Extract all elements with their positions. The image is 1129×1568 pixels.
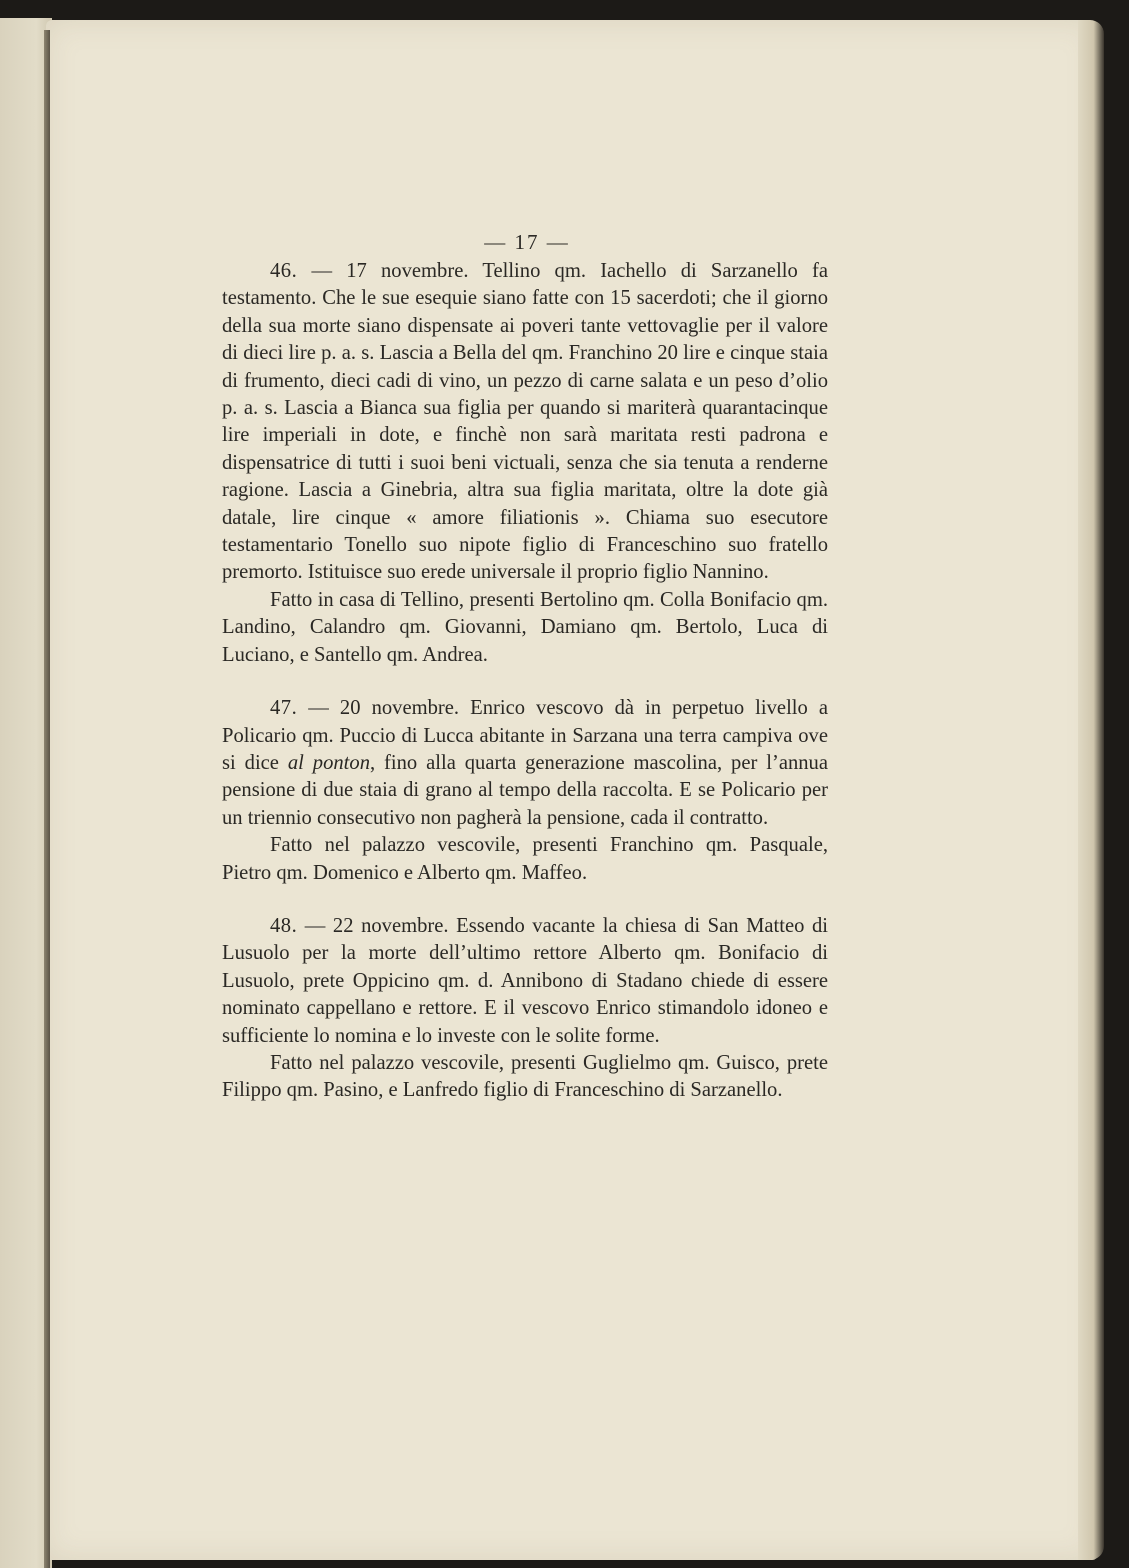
entry-text: Tellino qm. Iachello di Sarzanello fa testamento. Che le sue esequie siano fatte con 15 sacerdoti; che il giorno della sua morte siano dispensate ai poveri tante vettovaglie per il valore di dieci lire p. a. s. Lascia a Bella del qm. Franchino 20 lire e cinque staia di frumento, dieci cadi di vino, un pezzo di carne salata e un peso d’olio p. a. s. Lascia a Bianca sua figlia per quando si mariterà quarantacinque lire imperiali in dote, e finchè non sarà maritata resti padrona e dispensatrice di tutti i suoi beni victuali, senza che sia tenuta a renderne ragione. Lascia a Ginebria, altra sua figlia maritata, oltre la dote già datale, lire cinque « amore filiationis ». Chiama suo esecutore testamentario Tonello suo nipote figlio di Franceschino suo fratello premorto. Istituisce suo erede universale il proprio figlio Nannino. — [222, 260, 828, 584]
entry-witnesses: Fatto nel palazzo vescovile, presenti Franchino qm. Pasquale, Pietro qm. Domenico e Alberto qm. Maffeo. — [222, 834, 828, 884]
entry-text: Enrico vescovo dà in perpetuo livello a Policario qm. Puccio di Lucca abitante in Sarzana una terra campiva ove si dice — [222, 697, 828, 774]
page-body — [222, 258, 828, 1131]
entry-date: — 20 novembre. — [308, 697, 460, 720]
page-number: — 17 — — [484, 230, 570, 254]
entry-witnesses: Fatto nel palazzo vescovile, presenti Guglielmo qm. Guisco, prete Filippo qm. Pasino, e Lanfredo figlio di Franceschino di Sarzanello. — [222, 1051, 828, 1102]
entry-number: 47. — [270, 697, 298, 720]
binding-gutter — [44, 30, 50, 1568]
entry-date: — 22 novembre. — [304, 914, 449, 937]
entry-number: 48. — [270, 914, 298, 937]
entry-witnesses: Fatto in casa di Tellino, presenti Bertolino qm. Colla Bonifacio qm. Landino, Calandro qm. Giovanni, Damiano qm. Bertolo, Luca di Luciano, e Santello qm. Andrea. — [222, 588, 828, 666]
page-fore-edge — [1078, 20, 1104, 1560]
entry-date: — 17 novembre. — [311, 260, 469, 282]
entry-47 — [222, 695, 828, 887]
entry-text: Essendo vacante la chiesa di San Matteo di Lusuolo per la morte dell’ultimo rettore Alberto qm. Bonifacio di Lusuolo, prete Oppicino qm. d. Annibono di Stadano chiede di essere nominato cappellano e rettore. E il vescovo Enrico stimandolo idoneo e sufficiente lo nomina e lo investe con le solite forme. — [222, 914, 828, 1047]
entry-paragraph — [222, 258, 828, 587]
entry-number: 46. — [270, 260, 298, 282]
entry-48 — [222, 913, 828, 1105]
entry-46 — [222, 258, 828, 669]
entry-paragraph — [222, 913, 828, 1050]
entry-text-continued: , fino alla quarta generazione mascolina, per l’annua pensione di due staia di grano al tempo della raccolta. E se Policario per un triennio consecutivo non pagherà la pensione, cada il contratto. — [222, 751, 828, 829]
place-name-italic: al ponton — [287, 751, 370, 774]
entry-paragraph — [222, 695, 828, 832]
